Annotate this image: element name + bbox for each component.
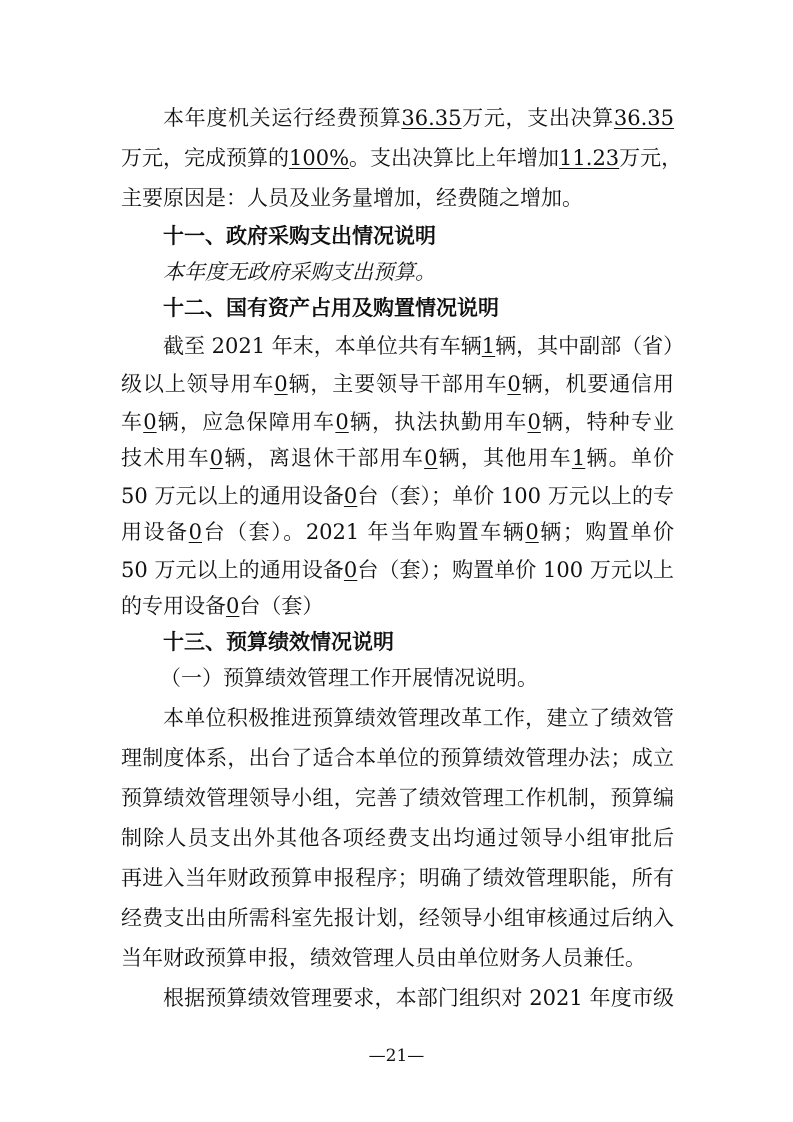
- text-line: 50 万元以上的通用设备0台（套）；购置单价 100 万元以上: [121, 558, 674, 582]
- text-line: 截至 2021 年末，本单位共有车辆1辆，其中副部（省）: [163, 334, 685, 358]
- text-line: 预算绩效管理领导小组，完善了绩效管理工作机制，预算编: [121, 786, 674, 810]
- text-line: 理制度体系，出台了适合本单位的预算绩效管理办法；成立: [121, 746, 674, 770]
- section-heading: 十三、预算绩效情况说明: [163, 630, 394, 654]
- text-line: 50 万元以上的通用设备0台（套）；单价 100 万元以上的专: [121, 484, 674, 508]
- section-heading: 十一、政府采购支出情况说明: [163, 224, 436, 248]
- text-line: 技术用车0辆，离退休干部用车0辆，其他用车1辆。单价: [121, 446, 675, 470]
- text-line: 根据预算绩效管理要求，本部门组织对 2021 年度市级: [163, 986, 674, 1010]
- text-line: 本单位积极推进预算绩效管理改革工作，建立了绩效管: [163, 706, 674, 730]
- text-line: 经费支出由所需科室先报计划，经领导小组审核通过后纳入: [121, 906, 674, 930]
- text-line: 制除人员支出外其他各项经费支出均通过领导小组审批后: [121, 826, 674, 850]
- text-line: 万元，完成预算的100%。支出决算比上年增加11.23万元，: [121, 146, 683, 170]
- text-line: 车0辆，应急保障用车0辆，执法执勤用车0辆，特种专业: [121, 410, 675, 434]
- text-line: 主要原因是：人员及业务量增加，经费随之增加。: [121, 186, 583, 210]
- text-line: 级以上领导用车0辆，主要领导干部用车0辆，机要通信用: [121, 372, 675, 396]
- text-line: 再进入当年财政预算申报程序；明确了绩效管理职能，所有: [121, 866, 674, 890]
- subsection-heading: （一）预算绩效管理工作开展情况说明。: [160, 666, 538, 690]
- text-line: 用设备0台（套）。2021 年当年购置车辆0辆；购置单价: [121, 520, 675, 544]
- section-heading: 十二、国有资产占用及购置情况说明: [163, 296, 499, 320]
- text-line: 本年度机关运行经费预算36.35万元，支出决算36.35: [163, 106, 675, 130]
- text-line: 本年度无政府采购支出预算。: [163, 260, 436, 284]
- text-line: 当年财政预算申报，绩效管理人员由单位财务人员兼任。: [121, 946, 646, 970]
- text-line: 的专用设备0台（套）: [121, 594, 324, 618]
- page-number: —21—: [368, 1046, 425, 1066]
